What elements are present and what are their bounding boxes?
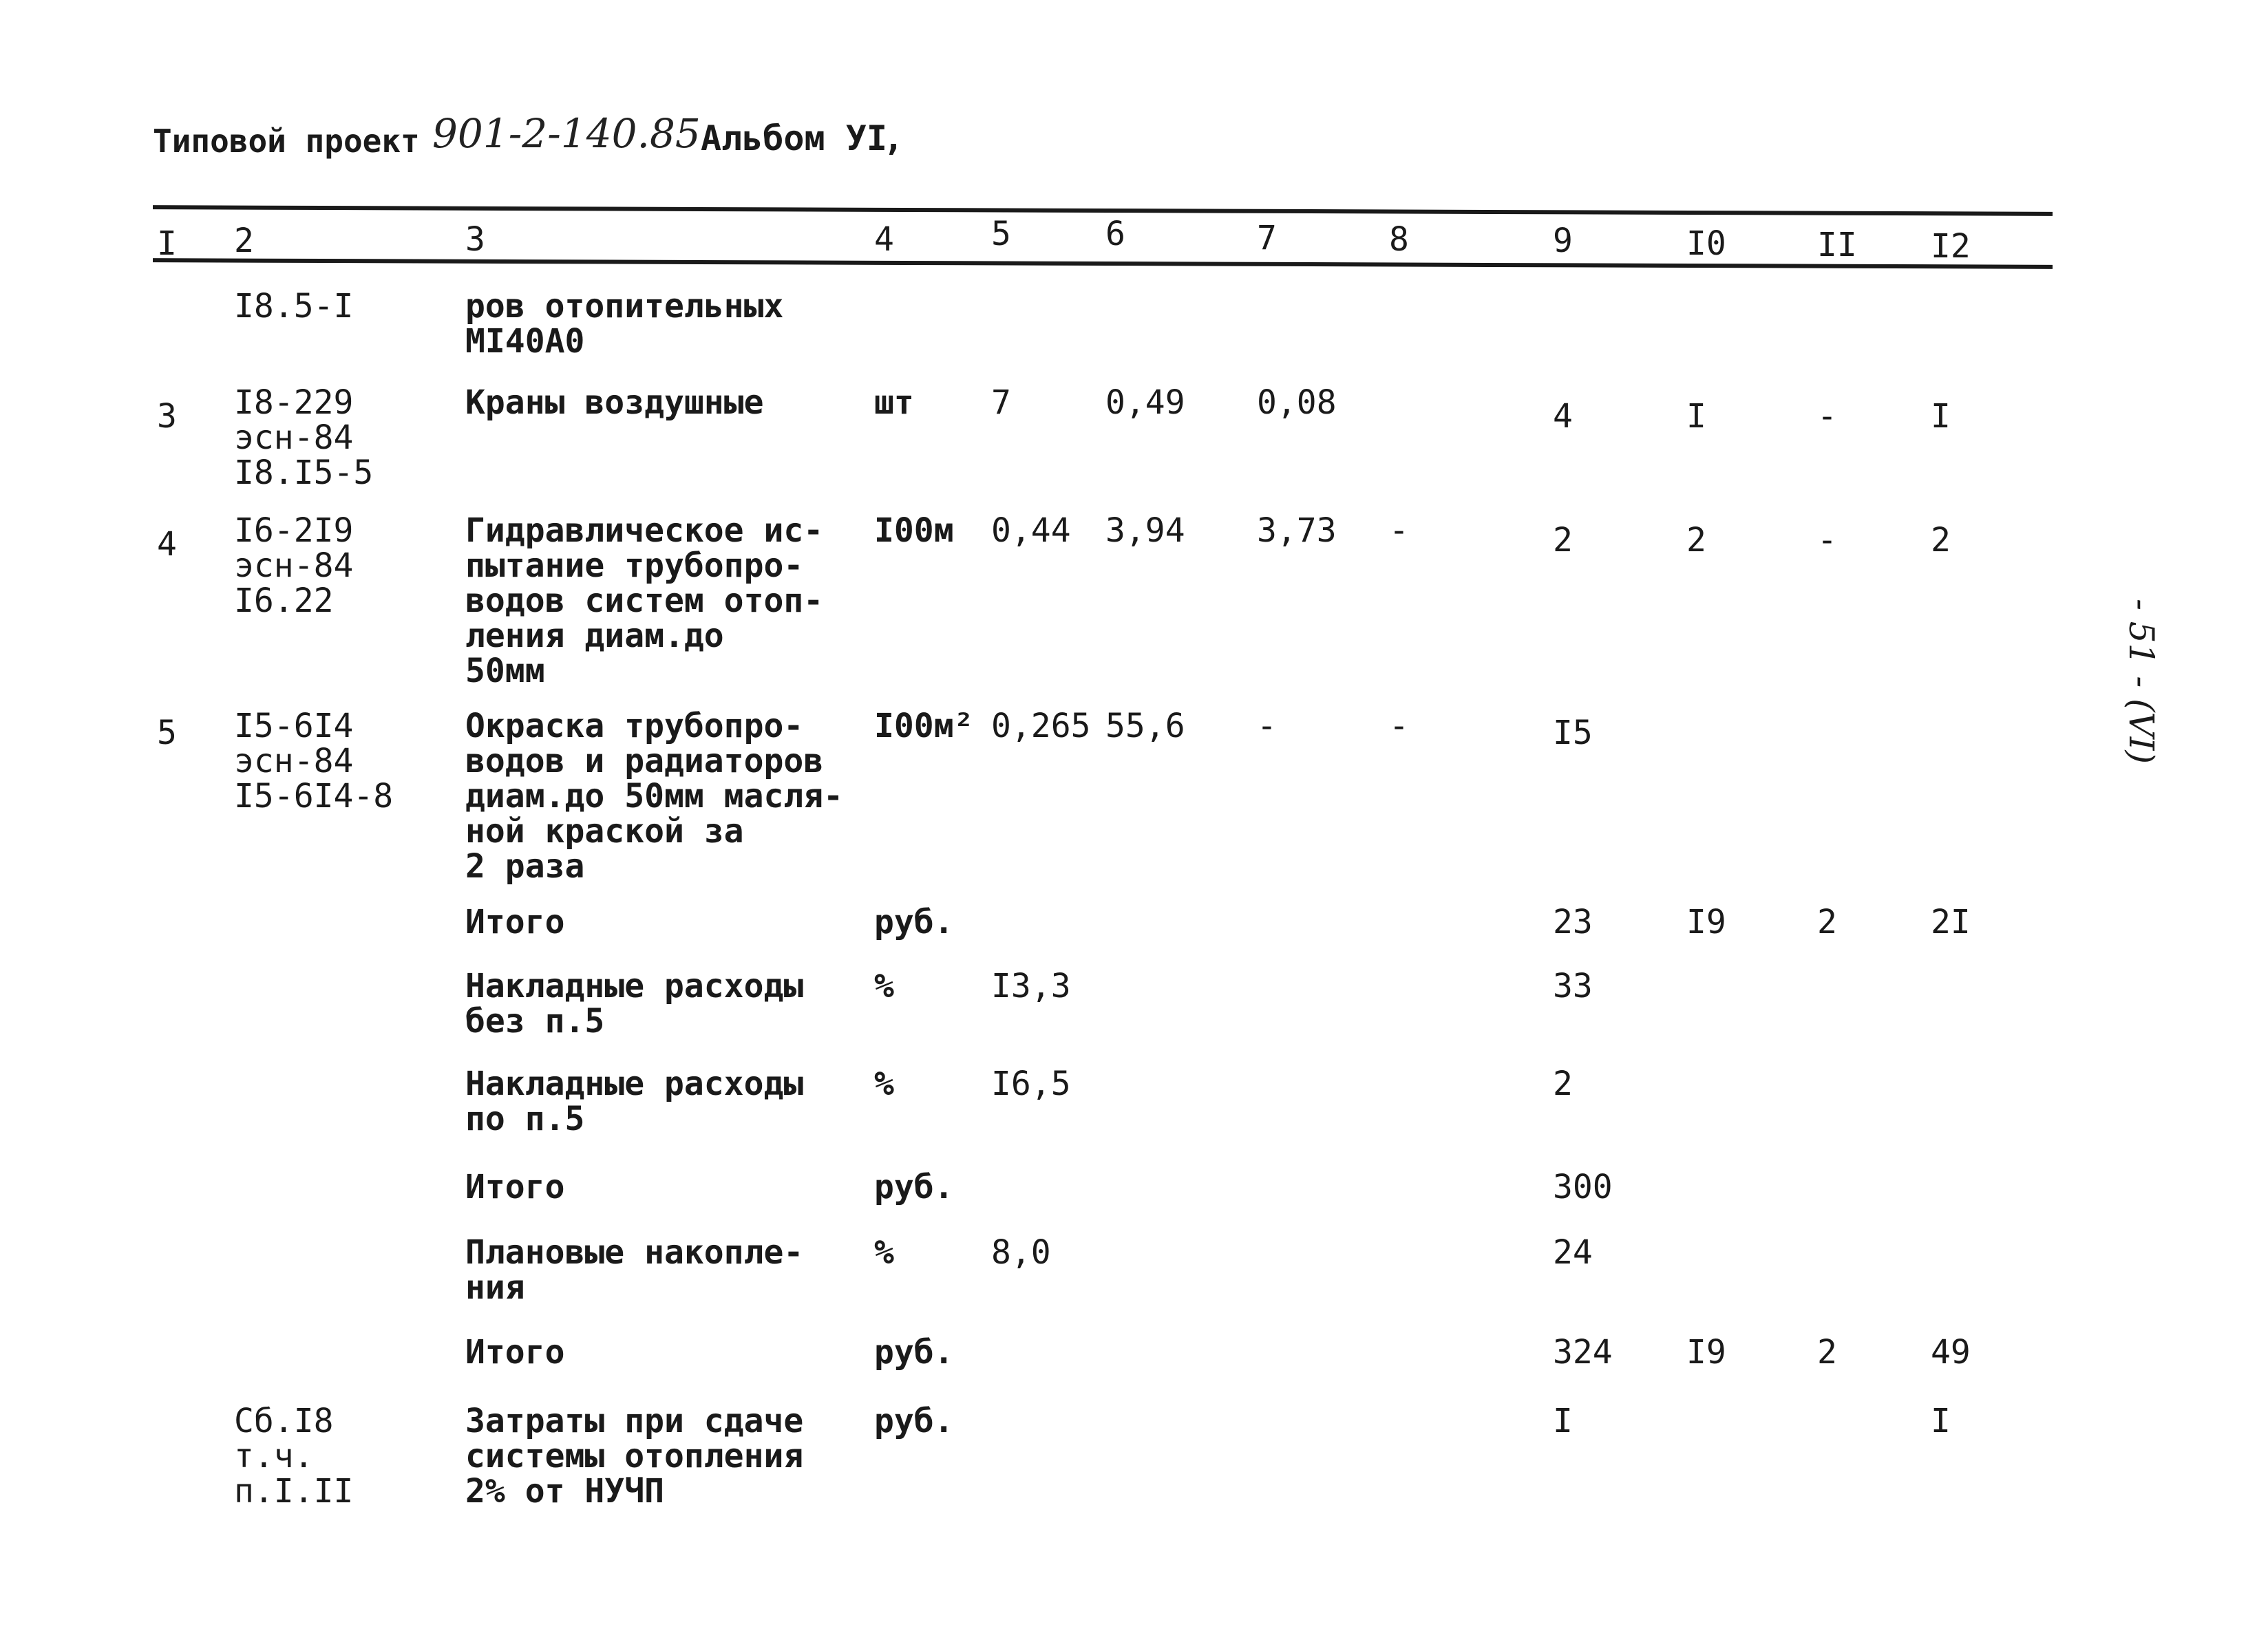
- column-header-11: II: [1817, 226, 1857, 264]
- cell-col-4: шт: [874, 383, 914, 422]
- cell-col-7: 0,08: [1257, 383, 1337, 422]
- cell-col-3: ров отопительных MI40A0: [465, 287, 784, 361]
- cell-col-8: -: [1389, 511, 1409, 550]
- column-header-6: 6: [1105, 215, 1125, 253]
- cell-col-4: руб.: [874, 1402, 954, 1440]
- cell-col-12: 49: [1931, 1333, 1971, 1372]
- cell-col-5: 0,44: [991, 511, 1071, 550]
- table-top-rule: [153, 205, 2053, 216]
- cell-col-2: I6-2I9 эсн-84 I6.22: [234, 511, 354, 620]
- header-project-number: 901-2-140.85: [432, 110, 701, 157]
- cell-col-5: 8,0: [991, 1233, 1051, 1272]
- column-header-8: 8: [1389, 220, 1409, 259]
- cell-col-6: 0,49: [1105, 383, 1185, 422]
- cell-col-4: I00м: [874, 511, 954, 550]
- cell-col-3: Накладные расходы по п.5: [465, 1065, 804, 1138]
- cell-col-2: Сб.I8 т.ч. п.I.II: [234, 1402, 354, 1511]
- column-header-4: 4: [874, 220, 894, 259]
- cell-col-12: I: [1931, 397, 1951, 436]
- column-header-1: I: [157, 224, 177, 263]
- cell-col-11: -: [1817, 397, 1837, 436]
- cell-col-3: Гидравлическое ис- пытание трубопро- водов систем отоп- ления диам.до 50мм: [465, 511, 824, 690]
- side-page-number: - 51 - (VI): [2121, 599, 2161, 764]
- cell-col-5: 7: [991, 383, 1011, 422]
- column-header-7: 7: [1257, 219, 1277, 257]
- cell-col-10: 2: [1686, 521, 1706, 559]
- cell-col-4: %: [874, 967, 894, 1005]
- cell-col-11: 2: [1817, 1333, 1837, 1372]
- cell-col-10: I: [1686, 397, 1706, 436]
- cell-col-1: 4: [157, 525, 177, 564]
- cell-col-12: I: [1931, 1402, 1951, 1440]
- column-header-3: 3: [465, 220, 485, 259]
- cell-col-4: %: [874, 1065, 894, 1103]
- cell-col-9: 24: [1553, 1233, 1593, 1272]
- cell-col-12: 2: [1931, 521, 1951, 559]
- cell-col-9: 2: [1553, 1065, 1573, 1103]
- header-album: Альбом УI: [701, 118, 887, 158]
- column-header-2: 2: [234, 222, 254, 260]
- cell-col-9: I5: [1553, 714, 1593, 752]
- cell-col-9: 2: [1553, 521, 1573, 559]
- cell-col-3: Плановые накопле- ния: [465, 1233, 804, 1307]
- cell-col-10: I9: [1686, 1333, 1726, 1372]
- cell-col-9: 23: [1553, 903, 1593, 941]
- cell-col-3: Итого: [465, 903, 565, 941]
- cell-col-5: 0,265: [991, 707, 1091, 745]
- cell-col-9: 300: [1553, 1168, 1613, 1206]
- header-trailing-mark: ,: [883, 118, 904, 158]
- cell-col-9: 4: [1553, 397, 1573, 436]
- cell-col-2: I5-6I4 эсн-84 I5-6I4-8: [234, 707, 394, 815]
- cell-col-11: -: [1817, 521, 1837, 559]
- table-header-rule: [153, 258, 2053, 269]
- cell-col-9: I: [1553, 1402, 1573, 1440]
- column-header-9: 9: [1553, 222, 1573, 260]
- cell-col-8: -: [1389, 707, 1409, 745]
- cell-col-2: I8-229 эсн-84 I8.I5-5: [234, 383, 374, 492]
- column-header-5: 5: [991, 215, 1011, 253]
- cell-col-3: Затраты при сдаче системы отопления 2% от НУЧП: [465, 1402, 804, 1511]
- cell-col-3: Окраска трубопро- водов и радиаторов диам.до 50мм масля- ной краской за 2 раза: [465, 707, 844, 886]
- cell-col-1: 5: [157, 714, 177, 752]
- cell-col-12: 2I: [1931, 903, 1971, 941]
- cell-col-4: I00м²: [874, 707, 974, 745]
- cell-col-5: I6,5: [991, 1065, 1071, 1103]
- header-prefix: Типовой проект: [153, 122, 420, 160]
- cell-col-3: Итого: [465, 1168, 565, 1206]
- column-header-10: I0: [1686, 224, 1726, 263]
- cell-col-6: 55,6: [1105, 707, 1185, 745]
- cell-col-3: Итого: [465, 1333, 565, 1372]
- cell-col-7: -: [1257, 707, 1277, 745]
- cell-col-4: руб.: [874, 1333, 954, 1372]
- cell-col-9: 324: [1553, 1333, 1613, 1372]
- cell-col-7: 3,73: [1257, 511, 1337, 550]
- cell-col-4: %: [874, 1233, 894, 1272]
- cell-col-6: 3,94: [1105, 511, 1185, 550]
- cell-col-2: I8.5-I: [234, 287, 354, 326]
- cell-col-3: Краны воздушные: [465, 383, 764, 422]
- cell-col-4: руб.: [874, 903, 954, 941]
- cell-col-9: 33: [1553, 967, 1593, 1005]
- cell-col-10: I9: [1686, 903, 1726, 941]
- cell-col-11: 2: [1817, 903, 1837, 941]
- cell-col-3: Накладные расходы без п.5: [465, 967, 804, 1041]
- cell-col-4: руб.: [874, 1168, 954, 1206]
- cell-col-5: I3,3: [991, 967, 1071, 1005]
- column-header-12: I2: [1931, 227, 1971, 266]
- cell-col-1: 3: [157, 397, 177, 436]
